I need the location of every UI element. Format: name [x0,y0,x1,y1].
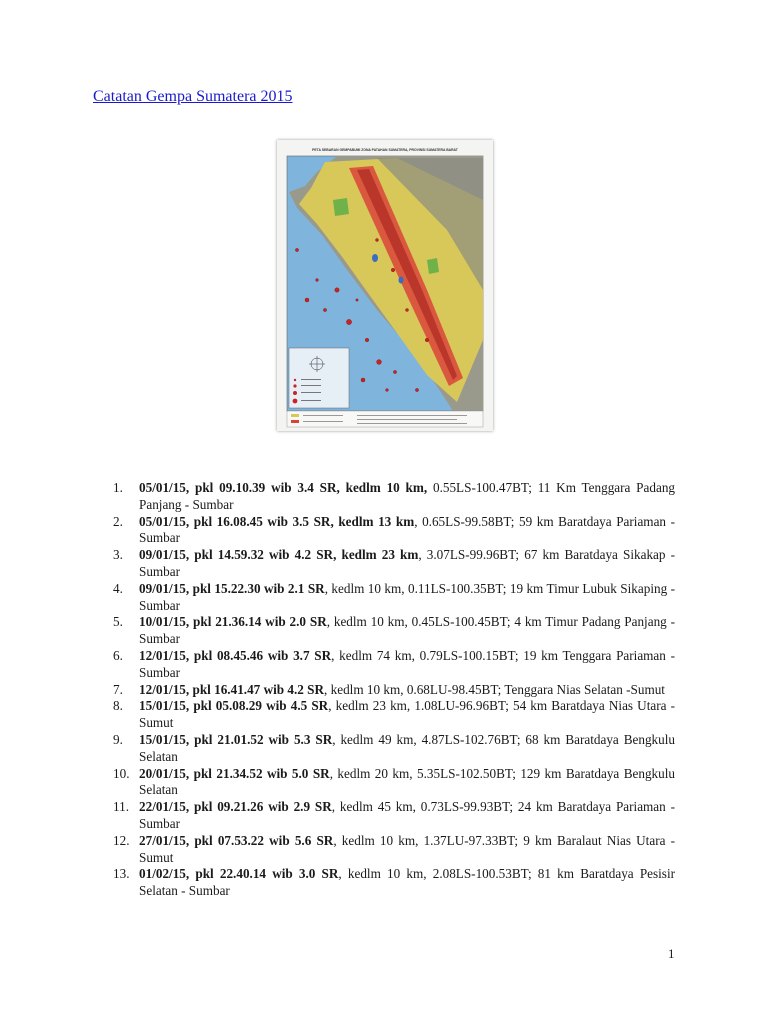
earthquake-map-image [277,140,493,431]
list-item: 13. 01/02/15, pkl 22.40.14 wib 3.0 SR, kedlm 10 km, 2.08LS-100.53BT; 81 km Baratdaya Pesisir Selatan - Sumbar [113,866,675,899]
list-item: 4. 09/01/15, pkl 15.22.30 wib 2.1 SR, kedlm 10 km, 0.11LS-100.35BT; 19 km Timur Lubuk Sikaping - Sumbar [113,580,675,613]
map-heading: PETA SEBARAN GEMPABUMI ZONA PATAHAN SUMATERA, PROVINSI SUMATERA BARAT [312,148,458,152]
list-item: 1. 05/01/15, pkl 09.10.39 wib 3.4 SR, kedlm 10 km, 0.55LS-100.47BT; 11 Km Tenggara Padang Panjang - Sumbar [113,480,676,512]
list-item: 8. 15/01/15, pkl 05.08.29 wib 4.5 SR, kedlm 23 km, 1.08LU-96.96BT; 54 km Baratdaya Nias Utara - Sumut [113,698,675,731]
page-number: 1 [668,946,675,961]
list-item: 9. 15/01/15, pkl 21.01.52 wib 5.3 SR, kedlm 49 km, 4.87LS-102.76BT; 68 km Baratdaya Bengkulu Selatan [113,731,676,764]
list-item: 11. 22/01/15, pkl 09.21.26 wib 2.9 SR, kedlm 45 km, 0.73LS-99.93BT; 24 km Baratdaya Pariaman - Sumbar [113,799,675,831]
document-title-link[interactable]: Catatan Gempa Sumatera 2015 [93,88,293,105]
list-item: 10. 20/01/15, pkl 21.34.52 wib 5.0 SR, kedlm 20 km, 5.35LS-102.50BT; 129 km Baratdaya Bengkulu Selatan [113,765,675,798]
list-item: 5. 10/01/15, pkl 21.36.14 wib 2.0 SR, kedlm 10 km, 0.45LS-100.45BT; 4 km Timur Padang Panjang - Sumbar [113,614,675,647]
earthquake-map-graphic [277,140,493,431]
list-item: 7. 12/01/15, pkl 16.41.47 wib 4.2 SR, kedlm 10 km, 0.68LU-98.45BT; Tenggara Nias Selatan -Sumut [113,681,665,697]
list-item: 12. 27/01/15, pkl 07.53.22 wib 5.6 SR, kedlm 10 km, 1.37LU-97.33BT; 9 km Baralaut Nias Utara - Sumut [113,832,675,865]
list-item: 6. 12/01/15, pkl 08.45.46 wib 3.7 SR, kedlm 74 km, 0.79LS-100.15BT; 19 km Tenggara Pariaman - Sumbar [113,647,675,680]
list-item: 3. 09/01/15, pkl 14.59.32 wib 4.2 SR, kedlm 23 km, 3.07LS-99.96BT; 67 km Baratdaya Sikakap - Sumbar [113,547,676,579]
list-item: 2. 05/01/15, pkl 16.08.45 wib 3.5 SR, kedlm 13 km, 0.65LS-99.58BT; 59 km Baratdaya Pariaman - Sumbar [113,513,675,546]
earthquake-list [113,480,675,900]
